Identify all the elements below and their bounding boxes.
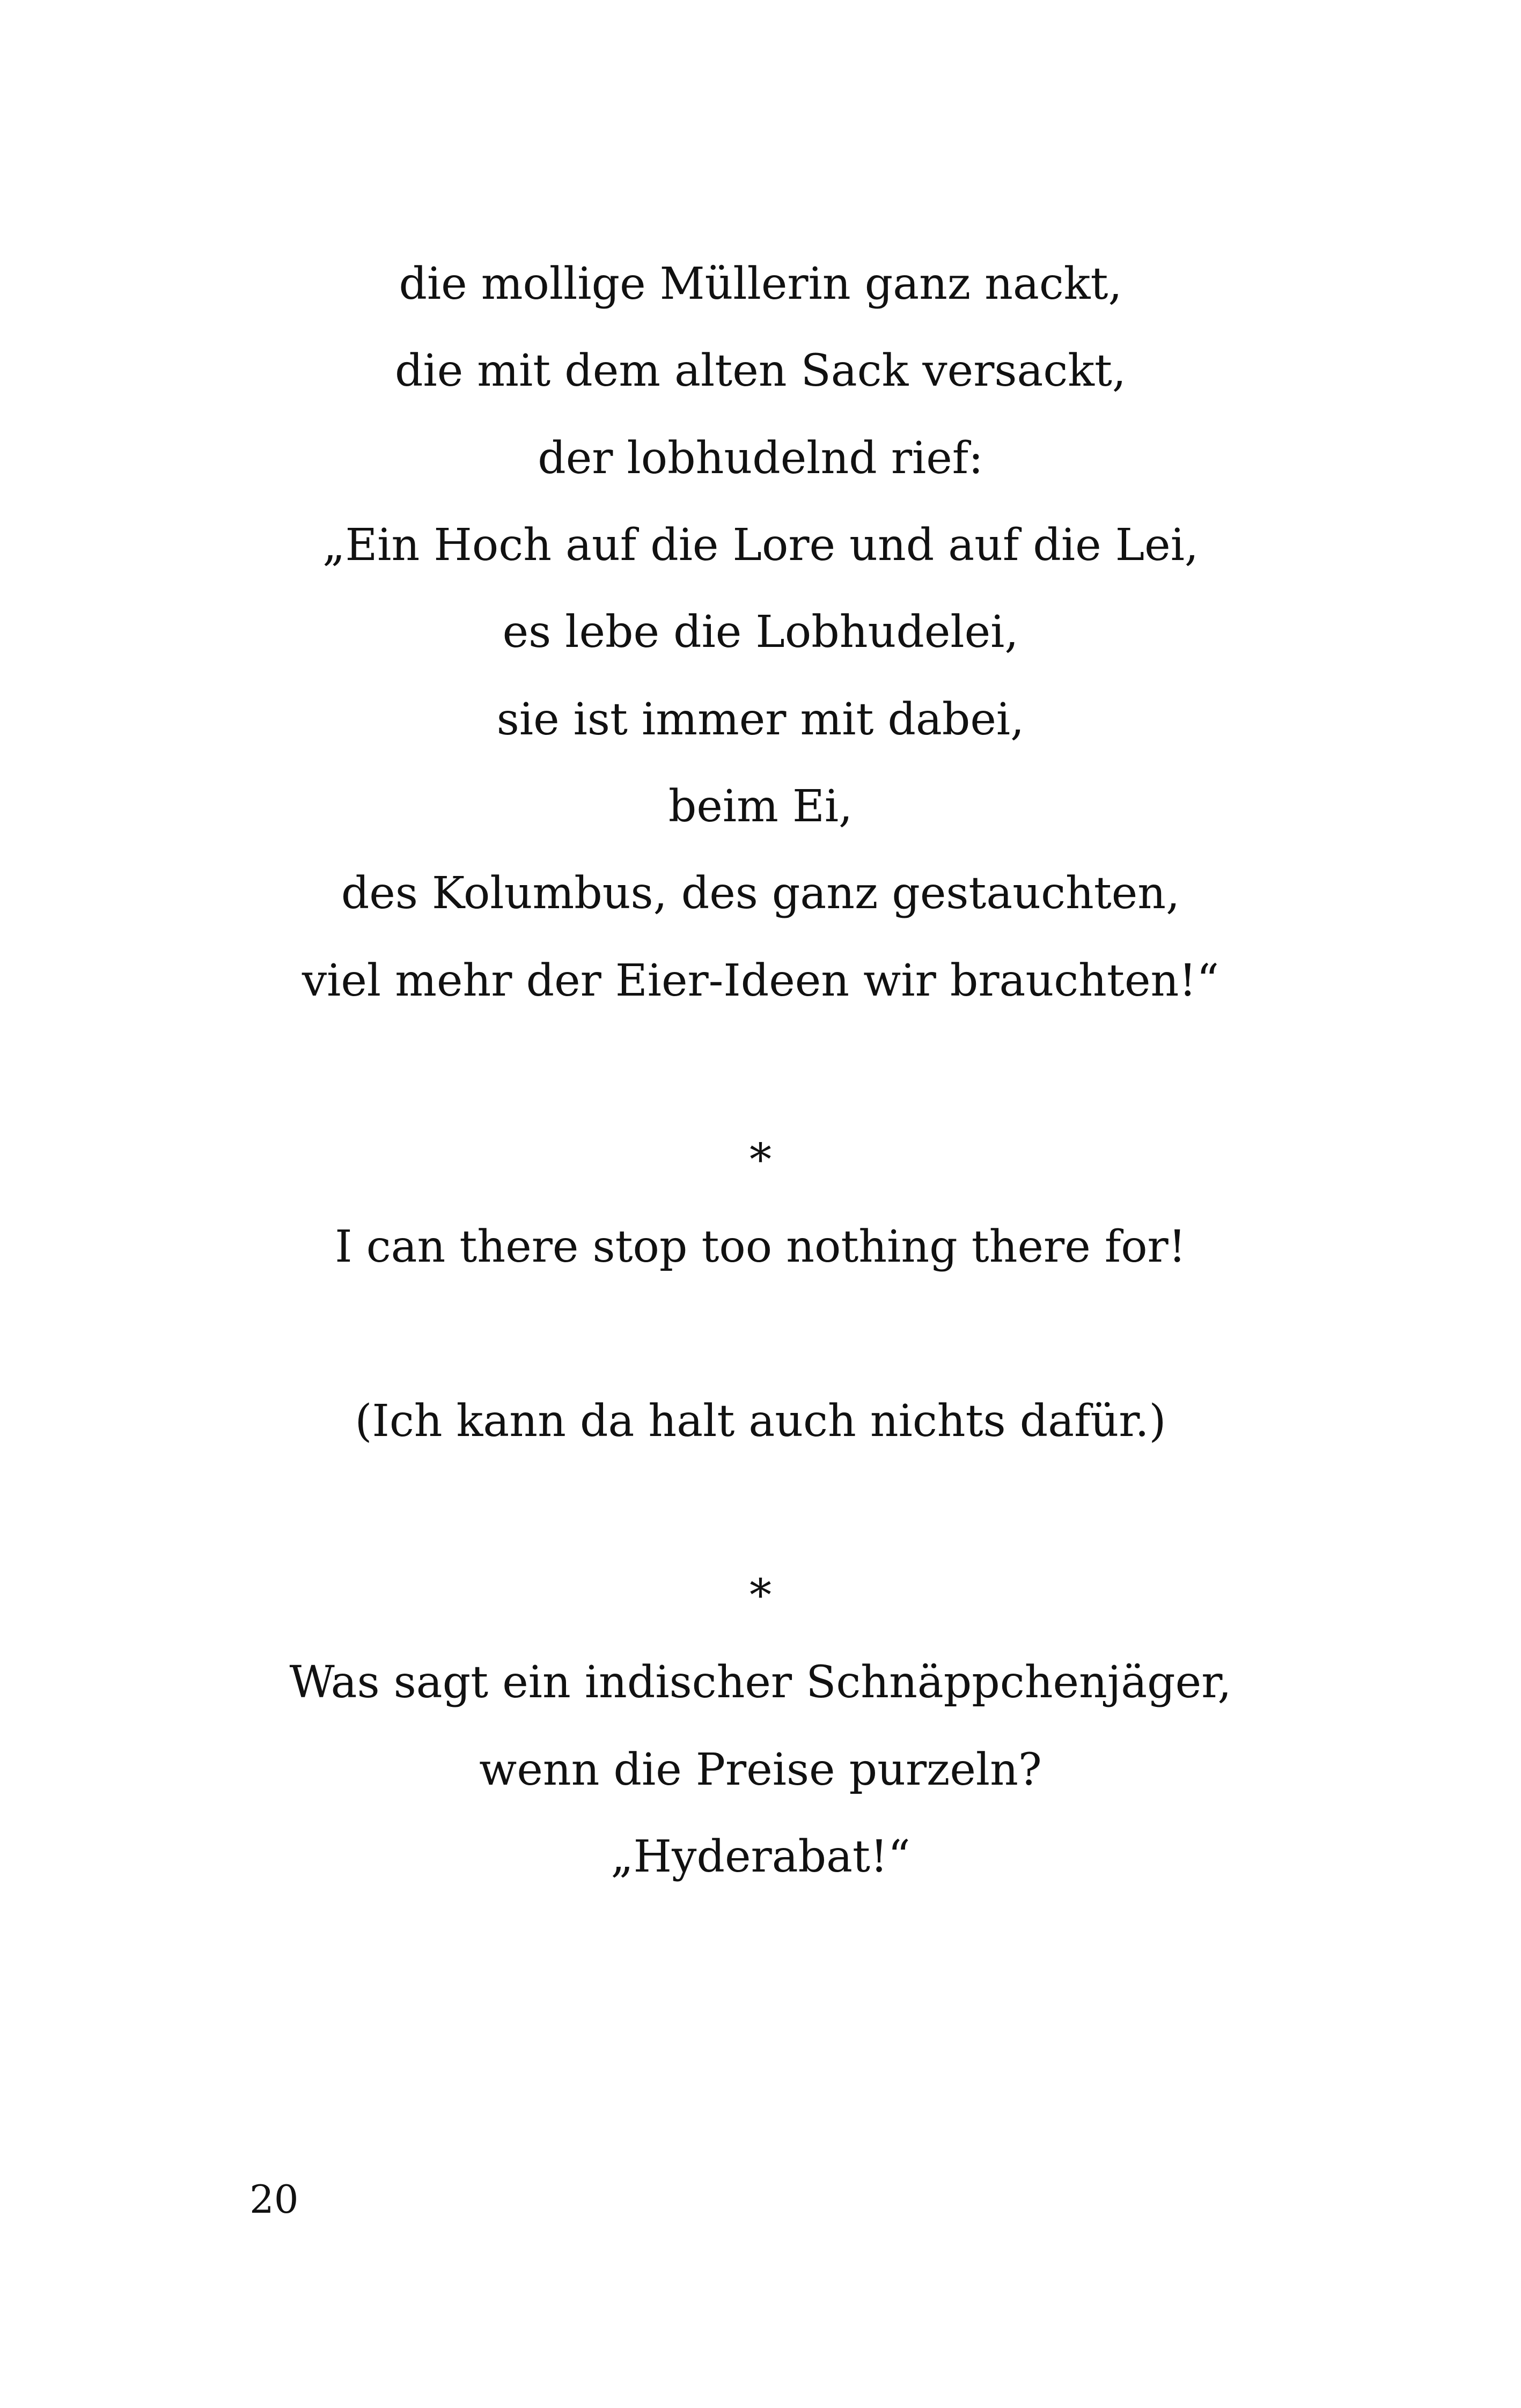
joke-line: I can there stop too nothing there for! — [335, 1221, 1186, 1272]
poem-line: des Kolumbus, des ganz gestauchten, — [341, 868, 1180, 919]
poem-line: viel mehr der Eier-Ideen wir brauchten!“ — [302, 955, 1219, 1006]
poem-line: der lobhudelnd rief: — [538, 433, 983, 484]
joke-line: Was sagt ein indischer Schnäppchenjäger, — [289, 1657, 1232, 1708]
joke-line: wenn die Preise purzeln? — [479, 1744, 1042, 1795]
poem-line: beim Ei, — [668, 781, 853, 832]
poem-line: die mit dem alten Sack versackt, — [394, 345, 1126, 396]
poem-line: sie ist immer mit dabei, — [496, 694, 1025, 745]
poem-line: die mollige Müllerin ganz nackt, — [399, 259, 1122, 310]
section-separator: * — [750, 1570, 771, 1621]
page-number: 20 — [249, 2177, 299, 2222]
poem-line: es lebe die Lobhudelei, — [502, 607, 1019, 658]
poem-line: „Ein Hoch auf die Lore und auf die Lei, — [322, 520, 1199, 571]
joke-translation: (Ich kann da halt auch nichts dafür.) — [355, 1396, 1166, 1447]
joke-punchline: „Hyderabat!“ — [611, 1831, 910, 1882]
section-separator: * — [750, 1135, 771, 1185]
